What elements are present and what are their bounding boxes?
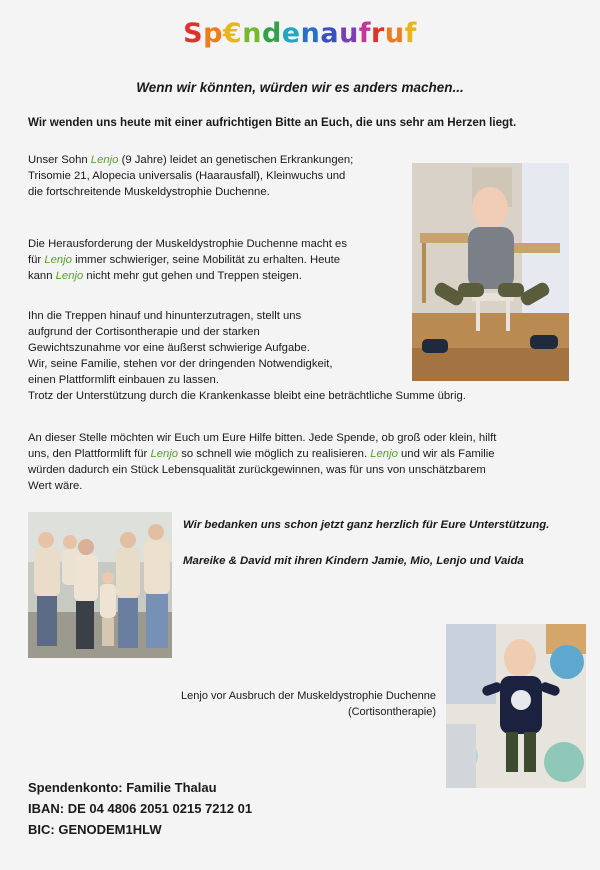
title-letter: e: [281, 18, 301, 49]
p2-text-d: nicht mehr gut gehen und Treppen steigen.: [83, 270, 302, 282]
paragraph-diagnosis: [28, 152, 408, 200]
intro-text: Wir wenden uns heute mit einer aufrichtigen Bitte an Euch, die uns sehr am Herzen liegt.: [28, 116, 517, 129]
p1-line1: [28, 152, 408, 168]
title-letter: p: [203, 18, 223, 49]
child-name: Lenjo: [44, 254, 72, 266]
photo-caption: [110, 688, 436, 720]
p4-line4: Wert wäre.: [28, 480, 83, 492]
p1-line2: Trisomie 21, Alopecia universalis (Haarausfall), Kleinwuchs und: [28, 170, 346, 182]
p4-line1: An dieser Stelle möchten wir Euch um Eure Hilfe bitten. Jede Spende, ob groß oder klein, hilft: [28, 432, 497, 444]
photo-lenjo-young: [446, 624, 586, 788]
photo-family-image: [28, 512, 172, 658]
paragraph-request: [28, 430, 588, 494]
child-name: Lenjo: [150, 448, 179, 460]
p2-line2: [28, 252, 408, 268]
account-holder: Spendenkonto: Familie Thalau: [28, 780, 217, 795]
child-name: Lenjo: [90, 154, 119, 166]
photo-lenjo-sitting-image: [412, 163, 569, 381]
p2-text-a: für: [28, 254, 45, 266]
caption-line1: Lenjo vor Ausbruch der Muskeldystrophie Duchenne: [181, 690, 436, 702]
subtitle: Wenn wir könnten, würden wir es anders machen...: [136, 80, 464, 95]
bank-details: [28, 777, 448, 840]
p3-line2: aufgrund der Cortisontherapie und der starken: [28, 326, 260, 338]
p4-line2: [28, 446, 588, 462]
iban-text: IBAN: DE 04 4806 2051 0215 7212 01: [28, 801, 253, 816]
bic-text: BIC: GENODEM1HLW: [28, 822, 162, 837]
p4-line3: würden dadurch ein Stück Lebensqualität zurückgewinnen, was für uns von unschätzbarem: [28, 464, 486, 476]
p2-line3: [28, 268, 408, 284]
photo-lenjo-sitting: [412, 163, 569, 381]
photo-family: [28, 512, 172, 658]
p1-text-a: Unser Sohn: [28, 154, 91, 166]
title-letter: n: [242, 18, 262, 49]
p1-line3: die fortschreitende Muskeldystrophie Duchenne.: [28, 186, 270, 198]
p2-text-b: immer schwieriger, seine Mobilität zu erhalten. Heute: [71, 254, 341, 266]
p1-text-b: (9 Jahre) leidet an genetischen Erkrankungen;: [118, 154, 354, 166]
title-letter: u: [384, 18, 405, 49]
p3-line1: Ihn die Treppen hinauf und hinunterzutragen, stellt uns: [28, 310, 302, 322]
title-letter: u: [339, 18, 359, 49]
p3-line5: einen Plattformlift einbauen zu lassen.: [28, 374, 219, 386]
title-letter: a: [320, 18, 340, 49]
p2-text-c: kann: [28, 270, 56, 282]
page-title: [0, 18, 600, 49]
thanks-text: Wir bedanken uns schon jetzt ganz herzlich für Eure Unterstützung.: [183, 519, 550, 531]
child-name: Lenjo: [55, 270, 84, 282]
p3-line4: Wir, seine Familie, stehen vor der dringenden Notwendigkeit,: [28, 358, 333, 370]
title-letter: f: [358, 18, 372, 49]
p4-text-b: so schnell wie möglich zu realisieren.: [178, 448, 371, 460]
paragraph-challenge: [28, 236, 408, 284]
p3-line3: Gewichtszunahme vor eine äußerst schwierige Aufgabe.: [28, 342, 310, 354]
title-letter: d: [261, 18, 282, 49]
title-letter: S: [183, 18, 204, 49]
p4-text-a: uns, den Plattformlift für: [28, 448, 151, 460]
p3-line6: Trotz der Unterstützung durch die Krankenkasse bleibt eine beträchtliche Summe übrig.: [28, 390, 466, 402]
caption-line2: (Cortisontherapie): [347, 706, 436, 718]
title-letter: f: [404, 18, 417, 49]
title-letter: r: [371, 18, 385, 49]
photo-lenjo-young-image: [446, 624, 586, 788]
title-letter: €: [222, 18, 243, 49]
signature-text: Mareike & David mit ihren Kindern Jamie, Mio, Lenjo und Vaida: [183, 555, 524, 567]
child-name: Lenjo: [370, 448, 398, 460]
p4-text-c: und wir als Familie: [397, 448, 495, 460]
title-letter: n: [300, 18, 321, 49]
p2-line1: Die Herausforderung der Muskeldystrophie Duchenne macht es: [28, 238, 347, 250]
